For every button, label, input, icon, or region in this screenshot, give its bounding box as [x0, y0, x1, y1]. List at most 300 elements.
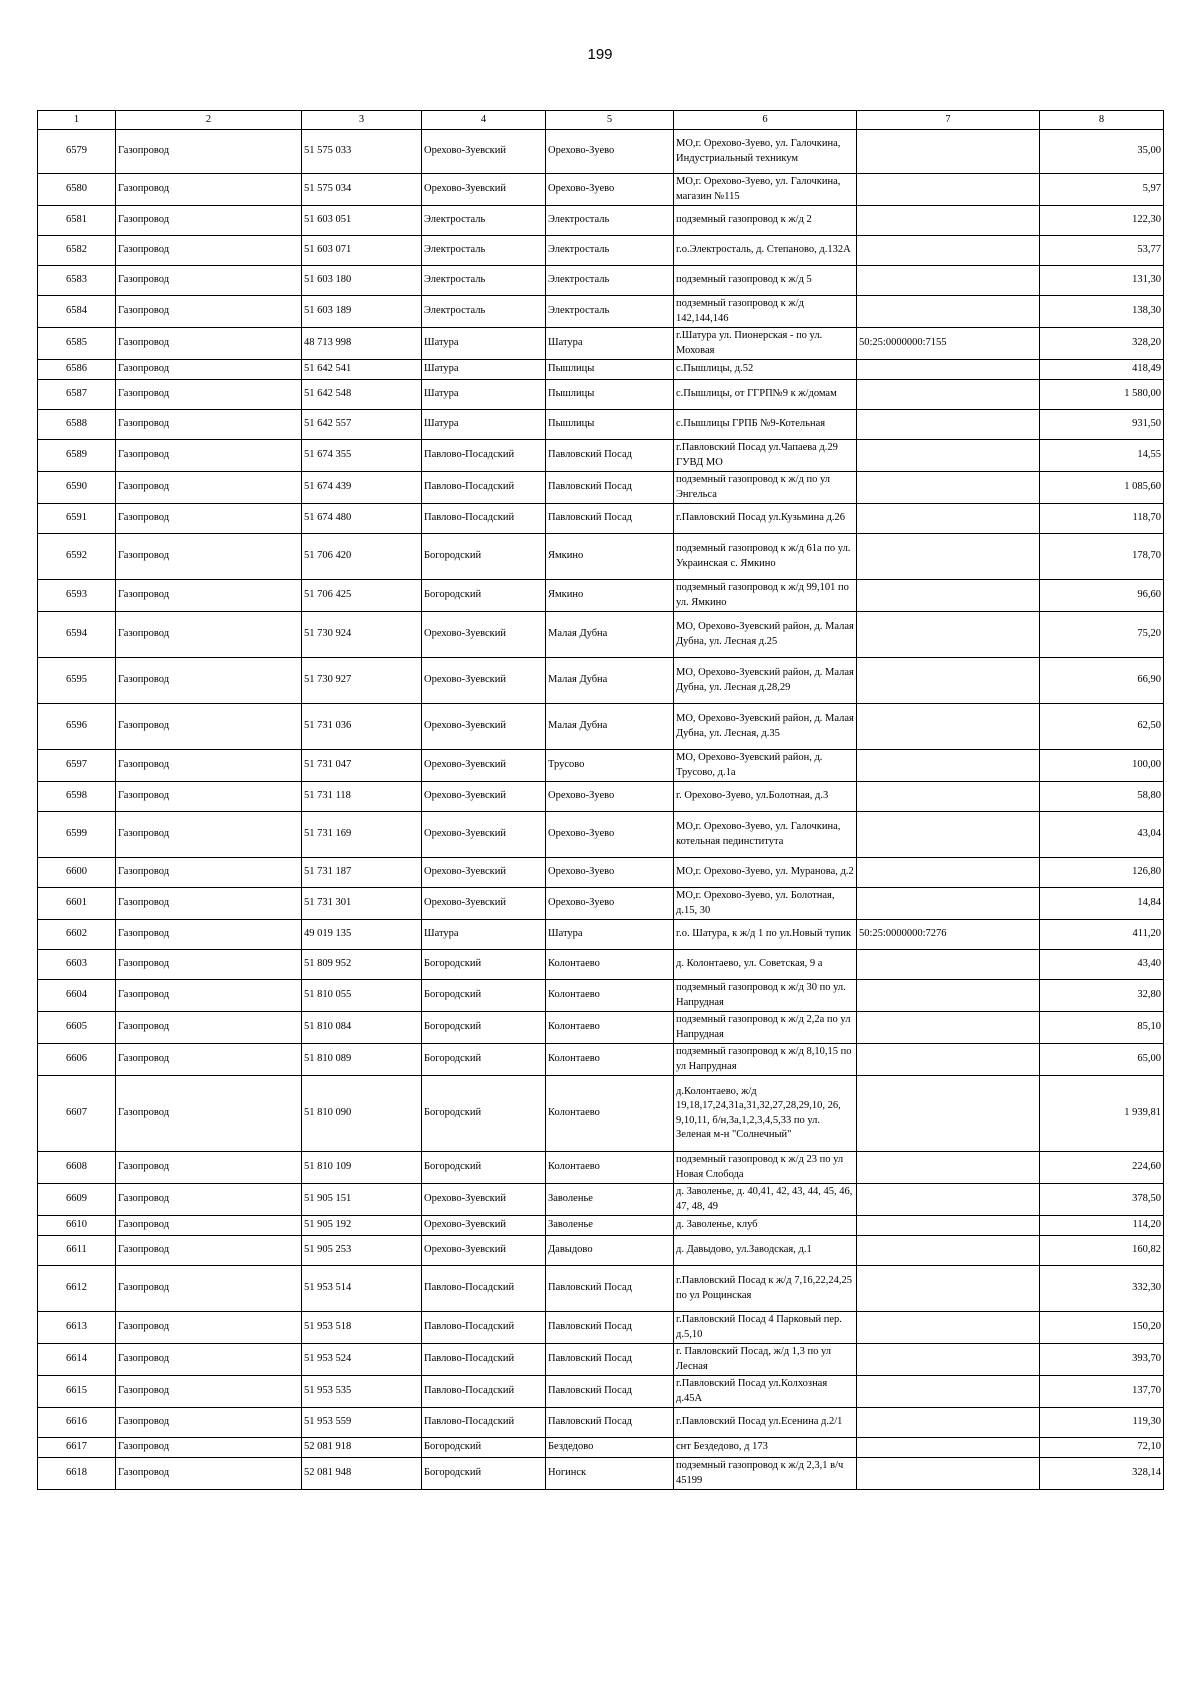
address: МО, Орехово-Зуевский район, д. Трусово, д.1а	[674, 750, 857, 782]
length-value: 119,30	[1040, 1408, 1164, 1438]
table-row	[38, 1076, 1164, 1152]
row-number: 6580	[38, 174, 116, 206]
object-code: 52 081 918	[302, 1438, 422, 1458]
length-value: 58,80	[1040, 782, 1164, 812]
object-code: 51 810 084	[302, 1012, 422, 1044]
address: МО, Орехово-Зуевский район, д. Малая Дубна, ул. Лесная д.28,29	[674, 658, 857, 704]
object-type: Газопровод	[116, 1076, 302, 1152]
table-row	[38, 1266, 1164, 1312]
object-type: Газопровод	[116, 782, 302, 812]
district: Орехово-Зуевский	[422, 858, 546, 888]
length-value: 5,97	[1040, 174, 1164, 206]
address: МО, Орехово-Зуевский район, д. Малая Дубна, ул. Лесная д.25	[674, 612, 857, 658]
object-type: Газопровод	[116, 1438, 302, 1458]
district: Павлово-Посадский	[422, 472, 546, 504]
locality: Пышлицы	[546, 360, 674, 380]
table-row	[38, 812, 1164, 858]
locality: Орехово-Зуево	[546, 782, 674, 812]
table-row	[38, 950, 1164, 980]
object-code: 51 810 090	[302, 1076, 422, 1152]
address: г.Павловский Посад ул.Колхозная д.45А	[674, 1376, 857, 1408]
table-row	[38, 534, 1164, 580]
length-value: 96,60	[1040, 580, 1164, 612]
row-number: 6613	[38, 1312, 116, 1344]
locality: Павловский Посад	[546, 472, 674, 504]
object-type: Газопровод	[116, 858, 302, 888]
cadastral-number	[857, 750, 1040, 782]
object-code: 51 731 036	[302, 704, 422, 750]
cadastral-number	[857, 534, 1040, 580]
object-code: 51 730 927	[302, 658, 422, 704]
district: Орехово-Зуевский	[422, 658, 546, 704]
row-number: 6579	[38, 130, 116, 174]
table-header	[38, 111, 1164, 130]
object-code: 49 019 135	[302, 920, 422, 950]
locality: Колонтаево	[546, 1076, 674, 1152]
row-number: 6606	[38, 1044, 116, 1076]
address: подземный газопровод к ж/д 23 по ул Новая Слобода	[674, 1152, 857, 1184]
length-value: 14,84	[1040, 888, 1164, 920]
address: подземный газопровод к ж/д 2,3,1 в/ч 45199	[674, 1458, 857, 1490]
row-number: 6598	[38, 782, 116, 812]
row-number: 6595	[38, 658, 116, 704]
district: Электросталь	[422, 236, 546, 266]
object-type: Газопровод	[116, 174, 302, 206]
locality: Ямкино	[546, 534, 674, 580]
object-type: Газопровод	[116, 1012, 302, 1044]
cadastral-number	[857, 1344, 1040, 1376]
address: МО,г. Орехово-Зуево, ул. Галочкина, Индустриальный техникум	[674, 130, 857, 174]
district: Богородский	[422, 980, 546, 1012]
length-value: 126,80	[1040, 858, 1164, 888]
district: Павлово-Посадский	[422, 1266, 546, 1312]
row-number: 6582	[38, 236, 116, 266]
row-number: 6602	[38, 920, 116, 950]
object-code: 51 674 480	[302, 504, 422, 534]
locality: Электросталь	[546, 206, 674, 236]
object-code: 51 603 051	[302, 206, 422, 236]
locality: Бездедово	[546, 1438, 674, 1458]
object-type: Газопровод	[116, 534, 302, 580]
header-row	[38, 111, 1164, 130]
district: Богородский	[422, 580, 546, 612]
cadastral-number	[857, 440, 1040, 472]
length-value: 411,20	[1040, 920, 1164, 950]
object-code: 51 706 425	[302, 580, 422, 612]
address: г.о.Электросталь, д. Степаново, д.132А	[674, 236, 857, 266]
district: Электросталь	[422, 266, 546, 296]
table-row	[38, 472, 1164, 504]
cadastral-number	[857, 1012, 1040, 1044]
district: Орехово-Зуевский	[422, 1184, 546, 1216]
object-type: Газопровод	[116, 704, 302, 750]
object-type: Газопровод	[116, 1216, 302, 1236]
table-row	[38, 206, 1164, 236]
length-value: 114,20	[1040, 1216, 1164, 1236]
length-value: 178,70	[1040, 534, 1164, 580]
cadastral-number	[857, 1312, 1040, 1344]
district: Богородский	[422, 1152, 546, 1184]
locality: Малая Дубна	[546, 612, 674, 658]
district: Богородский	[422, 1012, 546, 1044]
address: подземный газопровод к ж/д 99,101 по ул. Ямкино	[674, 580, 857, 612]
locality: Павловский Посад	[546, 1312, 674, 1344]
object-type: Газопровод	[116, 1312, 302, 1344]
row-number: 6612	[38, 1266, 116, 1312]
district: Павлово-Посадский	[422, 1376, 546, 1408]
table-row	[38, 360, 1164, 380]
length-value: 66,90	[1040, 658, 1164, 704]
district: Орехово-Зуевский	[422, 750, 546, 782]
locality: Павловский Посад	[546, 1376, 674, 1408]
locality: Орехово-Зуево	[546, 858, 674, 888]
object-type: Газопровод	[116, 1344, 302, 1376]
object-type: Газопровод	[116, 950, 302, 980]
district: Шатура	[422, 410, 546, 440]
district: Электросталь	[422, 206, 546, 236]
locality: Орехово-Зуево	[546, 888, 674, 920]
cadastral-number: 50:25:0000000:7155	[857, 328, 1040, 360]
address: д.Колонтаево, ж/д 19,18,17,24,31а,31,32,27,28,29,10, 26, 9,10,11, б/н,3а,1,2,3,4,5,33 по ул. Зеленая м-н "Солнечный"	[674, 1076, 857, 1152]
address: г.Павловский Посад ул.Кузьмина д.26	[674, 504, 857, 534]
cadastral-number	[857, 858, 1040, 888]
object-type: Газопровод	[116, 328, 302, 360]
address: МО, Орехово-Зуевский район, д. Малая Дубна, ул. Лесная, д.35	[674, 704, 857, 750]
address: д. Колонтаево, ул. Советская, 9 а	[674, 950, 857, 980]
district: Орехово-Зуевский	[422, 704, 546, 750]
object-type: Газопровод	[116, 1236, 302, 1266]
table-row	[38, 1044, 1164, 1076]
locality: Малая Дубна	[546, 658, 674, 704]
address: г. Павловский Посад, ж/д 1,3 по ул Лесная	[674, 1344, 857, 1376]
locality: Электросталь	[546, 236, 674, 266]
locality: Колонтаево	[546, 950, 674, 980]
length-value: 160,82	[1040, 1236, 1164, 1266]
address: д. Давыдово, ул.Заводская, д.1	[674, 1236, 857, 1266]
cadastral-number	[857, 360, 1040, 380]
table-row	[38, 1012, 1164, 1044]
district: Богородский	[422, 1076, 546, 1152]
district: Богородский	[422, 1458, 546, 1490]
length-value: 393,70	[1040, 1344, 1164, 1376]
locality: Заволенье	[546, 1184, 674, 1216]
length-value: 100,00	[1040, 750, 1164, 782]
table-row	[38, 380, 1164, 410]
district: Шатура	[422, 920, 546, 950]
length-value: 14,55	[1040, 440, 1164, 472]
length-value: 72,10	[1040, 1438, 1164, 1458]
page-number: 199	[587, 46, 613, 63]
object-code: 51 642 541	[302, 360, 422, 380]
address: г.Павловский Посад 4 Парковый пер. д.5,10	[674, 1312, 857, 1344]
table-row	[38, 658, 1164, 704]
cadastral-number	[857, 266, 1040, 296]
address: г.Павловский Посад ул.Чапаева д.29 ГУВД МО	[674, 440, 857, 472]
address: подземный газопровод к ж/д 8,10,15 по ул Напрудная	[674, 1044, 857, 1076]
table-row	[38, 1312, 1164, 1344]
length-value: 328,20	[1040, 328, 1164, 360]
table-body	[38, 130, 1164, 1490]
cadastral-number	[857, 580, 1040, 612]
length-value: 1 580,00	[1040, 380, 1164, 410]
district: Орехово-Зуевский	[422, 1216, 546, 1236]
cadastral-number	[857, 782, 1040, 812]
object-code: 51 706 420	[302, 534, 422, 580]
object-type: Газопровод	[116, 266, 302, 296]
district: Шатура	[422, 380, 546, 410]
object-type: Газопровод	[116, 504, 302, 534]
object-type: Газопровод	[116, 1044, 302, 1076]
column-header: 3	[302, 111, 422, 130]
object-code: 52 081 948	[302, 1458, 422, 1490]
locality: Заволенье	[546, 1216, 674, 1236]
row-number: 6589	[38, 440, 116, 472]
row-number: 6585	[38, 328, 116, 360]
length-value: 53,77	[1040, 236, 1164, 266]
object-code: 51 731 301	[302, 888, 422, 920]
object-code: 51 905 151	[302, 1184, 422, 1216]
row-number: 6603	[38, 950, 116, 980]
length-value: 85,10	[1040, 1012, 1164, 1044]
address: подземный газопровод к ж/д 30 по ул. Напрудная	[674, 980, 857, 1012]
object-type: Газопровод	[116, 580, 302, 612]
row-number: 6605	[38, 1012, 116, 1044]
length-value: 118,70	[1040, 504, 1164, 534]
object-type: Газопровод	[116, 130, 302, 174]
object-type: Газопровод	[116, 980, 302, 1012]
district: Орехово-Зуевский	[422, 888, 546, 920]
table-row	[38, 1376, 1164, 1408]
locality: Трусово	[546, 750, 674, 782]
locality: Орехово-Зуево	[546, 174, 674, 206]
table-row	[38, 920, 1164, 950]
row-number: 6588	[38, 410, 116, 440]
row-number: 6593	[38, 580, 116, 612]
table-row	[38, 1184, 1164, 1216]
object-type: Газопровод	[116, 1376, 302, 1408]
object-code: 51 731 047	[302, 750, 422, 782]
row-number: 6599	[38, 812, 116, 858]
length-value: 378,50	[1040, 1184, 1164, 1216]
column-header: 4	[422, 111, 546, 130]
table-row	[38, 888, 1164, 920]
district: Орехово-Зуевский	[422, 782, 546, 812]
object-type: Газопровод	[116, 920, 302, 950]
cadastral-number	[857, 296, 1040, 328]
row-number: 6611	[38, 1236, 116, 1266]
address: снт Бездедово, д 173	[674, 1438, 857, 1458]
object-code: 51 674 439	[302, 472, 422, 504]
row-number: 6584	[38, 296, 116, 328]
object-type: Газопровод	[116, 410, 302, 440]
length-value: 43,40	[1040, 950, 1164, 980]
table-row	[38, 328, 1164, 360]
length-value: 332,30	[1040, 1266, 1164, 1312]
length-value: 65,00	[1040, 1044, 1164, 1076]
table-row	[38, 130, 1164, 174]
address: подземный газопровод к ж/д 142,144,146	[674, 296, 857, 328]
cadastral-number	[857, 1408, 1040, 1438]
object-type: Газопровод	[116, 1184, 302, 1216]
table-row	[38, 174, 1164, 206]
row-number: 6617	[38, 1438, 116, 1458]
locality: Шатура	[546, 920, 674, 950]
district: Орехово-Зуевский	[422, 812, 546, 858]
object-code: 51 642 548	[302, 380, 422, 410]
address: г. Орехово-Зуево, ул.Болотная, д.3	[674, 782, 857, 812]
registry-table	[37, 110, 1164, 1490]
locality: Колонтаево	[546, 1012, 674, 1044]
column-header: 1	[38, 111, 116, 130]
row-number: 6614	[38, 1344, 116, 1376]
cadastral-number	[857, 704, 1040, 750]
column-header: 2	[116, 111, 302, 130]
object-code: 51 905 192	[302, 1216, 422, 1236]
object-code: 51 575 034	[302, 174, 422, 206]
address: подземный газопровод к ж/д 5	[674, 266, 857, 296]
locality: Павловский Посад	[546, 1344, 674, 1376]
district: Орехово-Зуевский	[422, 1236, 546, 1266]
address: МО,г. Орехово-Зуево, ул. Муранова, д.2	[674, 858, 857, 888]
district: Павлово-Посадский	[422, 1408, 546, 1438]
table-row	[38, 440, 1164, 472]
table-row	[38, 858, 1164, 888]
length-value: 1 939,81	[1040, 1076, 1164, 1152]
locality: Павловский Посад	[546, 1266, 674, 1312]
address: г.Павловский Посад к ж/д 7,16,22,24,25 по ул Рощинская	[674, 1266, 857, 1312]
cadastral-number	[857, 1236, 1040, 1266]
table-row	[38, 580, 1164, 612]
object-code: 51 809 952	[302, 950, 422, 980]
cadastral-number	[857, 888, 1040, 920]
object-code: 51 810 089	[302, 1044, 422, 1076]
locality: Орехово-Зуево	[546, 130, 674, 174]
length-value: 32,80	[1040, 980, 1164, 1012]
address: с.Пышлицы, д.52	[674, 360, 857, 380]
table-row	[38, 504, 1164, 534]
address: подземный газопровод к ж/д по ул Энгельса	[674, 472, 857, 504]
cadastral-number	[857, 130, 1040, 174]
column-header: 8	[1040, 111, 1164, 130]
object-code: 51 953 559	[302, 1408, 422, 1438]
object-code: 51 603 180	[302, 266, 422, 296]
length-value: 1 085,60	[1040, 472, 1164, 504]
cadastral-number: 50:25:0000000:7276	[857, 920, 1040, 950]
length-value: 35,00	[1040, 130, 1164, 174]
cadastral-number	[857, 174, 1040, 206]
row-number: 6581	[38, 206, 116, 236]
district: Орехово-Зуевский	[422, 612, 546, 658]
cadastral-number	[857, 658, 1040, 704]
locality: Ямкино	[546, 580, 674, 612]
address: МО,г. Орехово-Зуево, ул. Галочкина, котельная пединститута	[674, 812, 857, 858]
table-row	[38, 1216, 1164, 1236]
district: Павлово-Посадский	[422, 504, 546, 534]
object-code: 48 713 998	[302, 328, 422, 360]
address: г.о. Шатура, к ж/д 1 по ул.Новый тупик	[674, 920, 857, 950]
length-value: 43,04	[1040, 812, 1164, 858]
locality: Электросталь	[546, 296, 674, 328]
object-code: 51 603 189	[302, 296, 422, 328]
row-number: 6592	[38, 534, 116, 580]
object-code: 51 575 033	[302, 130, 422, 174]
object-code: 51 953 518	[302, 1312, 422, 1344]
locality: Пышлицы	[546, 410, 674, 440]
object-code: 51 953 535	[302, 1376, 422, 1408]
cadastral-number	[857, 1458, 1040, 1490]
length-value: 150,20	[1040, 1312, 1164, 1344]
locality: Павловский Посад	[546, 1408, 674, 1438]
column-header: 6	[674, 111, 857, 130]
table-row	[38, 750, 1164, 782]
cadastral-number	[857, 950, 1040, 980]
cadastral-number	[857, 812, 1040, 858]
object-type: Газопровод	[116, 236, 302, 266]
locality: Колонтаево	[546, 1152, 674, 1184]
district: Павлово-Посадский	[422, 1312, 546, 1344]
table-row	[38, 1458, 1164, 1490]
object-type: Газопровод	[116, 1408, 302, 1438]
locality: Ногинск	[546, 1458, 674, 1490]
object-code: 51 953 514	[302, 1266, 422, 1312]
address: с.Пышлицы, от ГГРП№9 к ж/домам	[674, 380, 857, 410]
object-type: Газопровод	[116, 440, 302, 472]
object-type: Газопровод	[116, 658, 302, 704]
table-row	[38, 612, 1164, 658]
object-code: 51 642 557	[302, 410, 422, 440]
row-number: 6600	[38, 858, 116, 888]
locality: Шатура	[546, 328, 674, 360]
district: Богородский	[422, 1044, 546, 1076]
object-code: 51 730 924	[302, 612, 422, 658]
row-number: 6590	[38, 472, 116, 504]
table-row	[38, 1438, 1164, 1458]
cadastral-number	[857, 410, 1040, 440]
column-header: 7	[857, 111, 1040, 130]
cadastral-number	[857, 612, 1040, 658]
length-value: 62,50	[1040, 704, 1164, 750]
object-code: 51 810 055	[302, 980, 422, 1012]
address: подземный газопровод к ж/д 2,2а по ул Напрудная	[674, 1012, 857, 1044]
object-type: Газопровод	[116, 380, 302, 410]
row-number: 6616	[38, 1408, 116, 1438]
table-row	[38, 782, 1164, 812]
table-row	[38, 296, 1164, 328]
object-type: Газопровод	[116, 750, 302, 782]
object-type: Газопровод	[116, 812, 302, 858]
locality: Пышлицы	[546, 380, 674, 410]
row-number: 6591	[38, 504, 116, 534]
column-header: 5	[546, 111, 674, 130]
object-type: Газопровод	[116, 612, 302, 658]
address: МО,г. Орехово-Зуево, ул. Галочкина, магазин №115	[674, 174, 857, 206]
cadastral-number	[857, 1044, 1040, 1076]
district: Богородский	[422, 1438, 546, 1458]
table-row	[38, 1236, 1164, 1266]
district: Шатура	[422, 360, 546, 380]
row-number: 6615	[38, 1376, 116, 1408]
length-value: 418,49	[1040, 360, 1164, 380]
table-row	[38, 704, 1164, 750]
object-type: Газопровод	[116, 296, 302, 328]
cadastral-number	[857, 1076, 1040, 1152]
address: г.Павловский Посад ул.Есенина д.2/1	[674, 1408, 857, 1438]
locality: Колонтаево	[546, 1044, 674, 1076]
address: г.Шатура ул. Пионерская - по ул. Моховая	[674, 328, 857, 360]
length-value: 328,14	[1040, 1458, 1164, 1490]
district: Павлово-Посадский	[422, 440, 546, 472]
object-type: Газопровод	[116, 472, 302, 504]
